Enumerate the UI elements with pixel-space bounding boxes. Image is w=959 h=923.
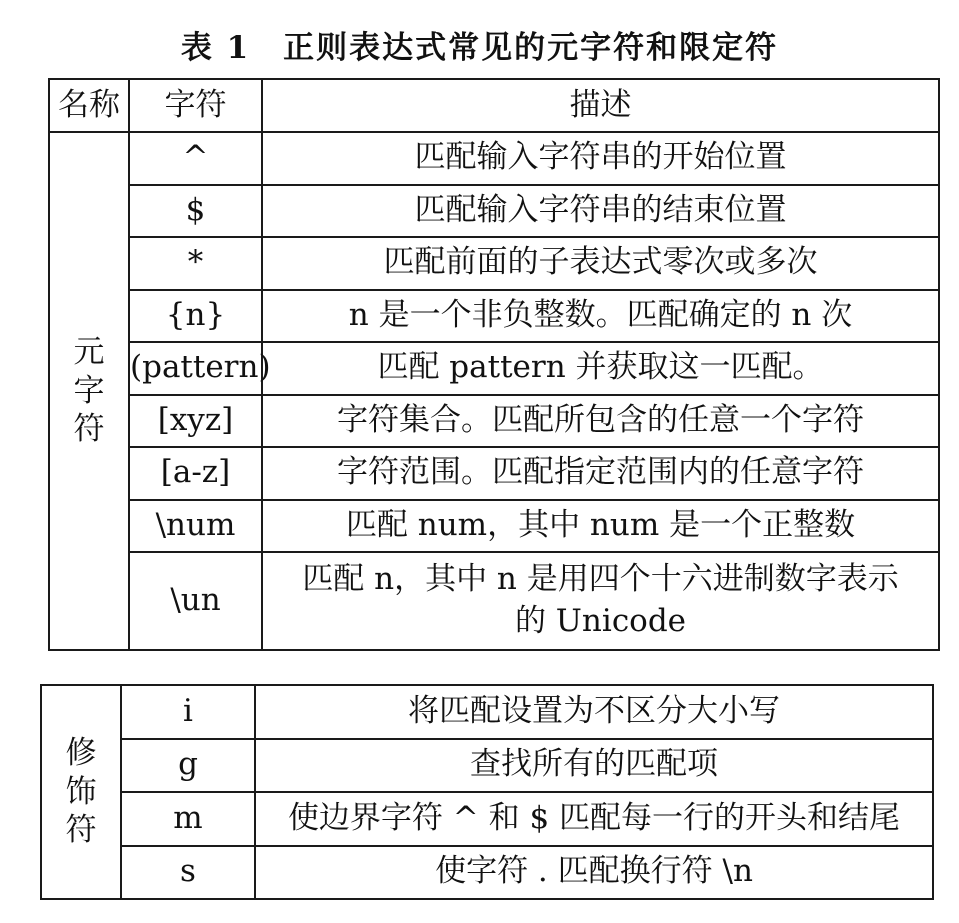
- table-row: [41, 846, 933, 900]
- table-row: [49, 500, 939, 553]
- table-row: [49, 290, 939, 343]
- char-cell: g: [121, 739, 255, 793]
- desc-cell: 匹配 num，其中 num 是一个正整数: [262, 500, 939, 553]
- desc-cell: [262, 552, 939, 650]
- char-cell: [a-z]: [129, 447, 262, 500]
- table-row: [49, 552, 939, 650]
- char-cell: [xyz]: [129, 395, 262, 448]
- char-cell: ^: [129, 132, 262, 185]
- char-cell: *: [129, 237, 262, 290]
- desc-cell: 匹配输入字符串的结束位置: [262, 185, 939, 238]
- metachar-table: [48, 78, 940, 651]
- header-row: [49, 79, 939, 132]
- char-cell: {n}: [129, 290, 262, 343]
- table-row: [49, 447, 939, 500]
- desc-cell: 匹配输入字符串的开始位置: [262, 132, 939, 185]
- desc-cell: 匹配 pattern 并获取这一匹配。: [262, 342, 939, 395]
- table-title: 表 1 正则表达式常见的元字符和限定符: [180, 30, 779, 66]
- table-row: [49, 342, 939, 395]
- desc-cell: 查找所有的匹配项: [255, 739, 933, 793]
- desc-line-1: 匹配 n，其中 n 是用四个十六进制数字表示: [302, 561, 899, 598]
- char-cell: s: [121, 846, 255, 900]
- char-cell: \un: [129, 552, 262, 650]
- header-desc: 描述: [262, 79, 939, 132]
- desc-cell: 将匹配设置为不区分大小写: [255, 685, 933, 739]
- char-cell: $: [129, 185, 262, 238]
- modifier-table: [40, 684, 934, 900]
- desc-cell: 字符集合。匹配所包含的任意一个字符: [262, 395, 939, 448]
- char-cell: \num: [129, 500, 262, 553]
- table-row: [49, 132, 939, 185]
- group-label-metachar: 元 字 符: [49, 132, 129, 650]
- char-cell: i: [121, 685, 255, 739]
- table-row: [41, 685, 933, 739]
- table-row: [49, 237, 939, 290]
- table-row: [49, 395, 939, 448]
- table-row: [49, 185, 939, 238]
- header-name: 名称: [49, 79, 129, 132]
- desc-cell: 匹配前面的子表达式零次或多次: [262, 237, 939, 290]
- char-cell: m: [121, 792, 255, 846]
- desc-cell: 使边界字符 ^ 和 $ 匹配每一行的开头和结尾: [255, 792, 933, 846]
- desc-line-2: 的 Unicode: [514, 603, 687, 639]
- table-row: [41, 792, 933, 846]
- desc-cell: 字符范围。匹配指定范围内的任意字符: [262, 447, 939, 500]
- table-row: [41, 739, 933, 793]
- desc-cell: 使字符 . 匹配换行符 \n: [255, 846, 933, 900]
- char-cell: (pattern): [129, 342, 262, 395]
- header-char: 字符: [129, 79, 262, 132]
- group-label-modifier: 修 饰 符: [41, 685, 121, 899]
- desc-cell: n 是一个非负整数。匹配确定的 n 次: [262, 290, 939, 343]
